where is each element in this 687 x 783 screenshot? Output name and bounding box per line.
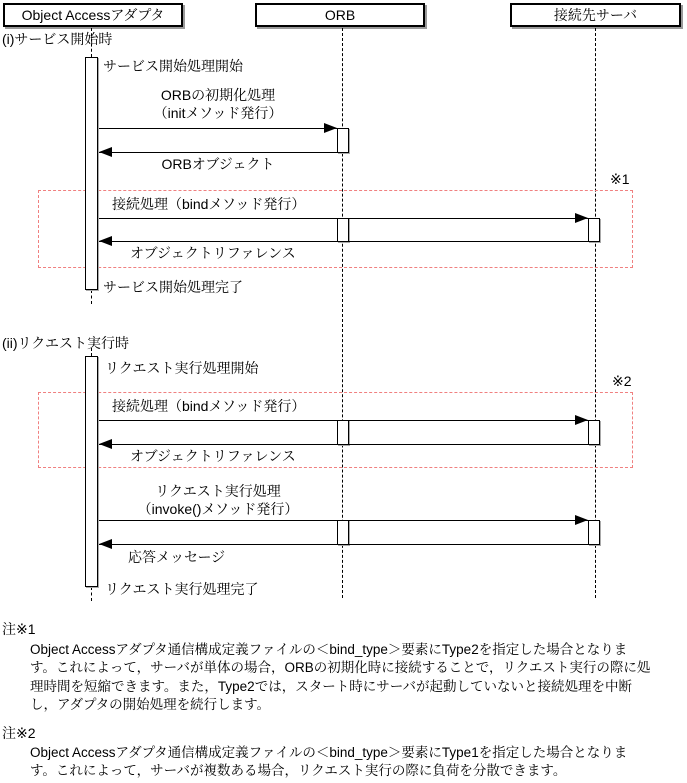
- note2-line2: す。これによって，サーバが複数ある場合，リクエスト実行の際に負荷を分散できます。: [30, 763, 567, 779]
- message-label-invoke-line1: リクエスト実行処理: [155, 483, 281, 499]
- message-label-service-start: サービス開始処理開始: [103, 58, 243, 74]
- arrowhead-left-icon: [99, 539, 112, 549]
- message-label-response: 応答メッセージ: [128, 549, 226, 565]
- actor-label-orb: ORB: [324, 7, 356, 23]
- note-ref-1: ※1: [610, 171, 630, 187]
- note-ref-2: ※2: [612, 373, 632, 389]
- message-label-bind1: 接続処理（bindメソッド発行）: [112, 196, 306, 212]
- note1-line4: し，アダプタの開始処理を続行します。: [30, 697, 271, 713]
- message-label-invoke-line2: （invoke()メソッド発行）: [137, 501, 299, 517]
- message-label-service-end: サービス開始処理完了: [103, 279, 243, 295]
- lifeline-adapter-stub-bottom2: [91, 587, 92, 601]
- lifeline-orb: [342, 28, 343, 598]
- message-label-objref2: オブジェクトリファレンス: [130, 448, 296, 464]
- note1-title: 注※1: [2, 621, 36, 637]
- arrowhead-right-icon: [575, 213, 588, 223]
- call-arrow-bind1: [99, 218, 588, 219]
- call-arrow-invoke: [99, 520, 588, 521]
- message-label-request-start: リクエスト実行処理開始: [105, 360, 259, 376]
- lifeline-adapter-stub-bottom1: [91, 290, 92, 304]
- activation-rect-server-bind2: [588, 420, 600, 445]
- arrowhead-right-icon: [575, 515, 588, 525]
- return-arrow-bind2: [99, 444, 588, 445]
- message-label-init-line1: ORBの初期化処理: [160, 87, 276, 103]
- note2-title: 注※2: [2, 725, 36, 741]
- activation-rect-orb-init: [337, 128, 349, 153]
- activation-rect-orb-bind2: [337, 420, 349, 445]
- arrowhead-right-icon: [324, 123, 337, 133]
- activation-rect-orb-invoke: [337, 520, 349, 545]
- section1-heading: (i)サービス開始時: [2, 31, 113, 47]
- activation-rect-server-bind1: [588, 218, 600, 242]
- message-label-request-end: リクエスト実行処理完了: [105, 581, 259, 597]
- return-arrow-init: [99, 152, 337, 153]
- activation-rect-server-invoke: [588, 520, 600, 545]
- message-label-orb-object: ORBオブジェクト: [161, 156, 275, 172]
- arrowhead-right-icon: [575, 415, 588, 425]
- actor-box-adapter: [3, 3, 183, 27]
- actor-box-orb: [255, 3, 425, 27]
- note1-body: [30, 641, 650, 715]
- activation-rect-orb-bind1: [337, 218, 349, 242]
- note1-line3: 理時間を短縮できます。また，Type2では，スタート時にサーバが起動していないと接続処理を中断: [30, 678, 633, 694]
- lifeline-server: [595, 28, 596, 598]
- note2-body: [30, 744, 627, 781]
- actor-box-server: [510, 3, 681, 27]
- return-arrow-invoke: [99, 544, 588, 545]
- arrowhead-left-icon: [99, 439, 112, 449]
- activation-bar-adapter-service: [85, 57, 98, 290]
- note1-line2: す。これによって，サーバが単体の場合，ORBの初期化時に接続することで，リクエスト実行の際に処: [30, 660, 651, 676]
- arrowhead-left-icon: [99, 236, 112, 246]
- call-arrow-bind2: [99, 420, 588, 421]
- activation-bar-adapter-request: [85, 356, 98, 587]
- note1-line1: Object Accessアダプタ通信構成定義ファイルの＜bind_type＞要素にType2を指定した場合となりま: [30, 642, 628, 657]
- return-arrow-bind1: [99, 241, 588, 242]
- actor-label-server: 接続先サーバ: [553, 7, 638, 23]
- section2-heading: (ii)リクエスト実行時: [2, 335, 129, 351]
- message-label-bind2: 接続処理（bindメソッド発行）: [112, 398, 306, 414]
- actor-label-adapter: Object Accessアダプタ: [21, 7, 165, 23]
- message-label-objref1: オブジェクトリファレンス: [130, 245, 296, 261]
- call-arrow-init: [99, 128, 337, 129]
- note2-line1: Object Accessアダプタ通信構成定義ファイルの＜bind_type＞要素にType1を指定した場合となりま: [30, 745, 628, 760]
- message-label-init-line2: （initメソッド発行）: [153, 105, 283, 121]
